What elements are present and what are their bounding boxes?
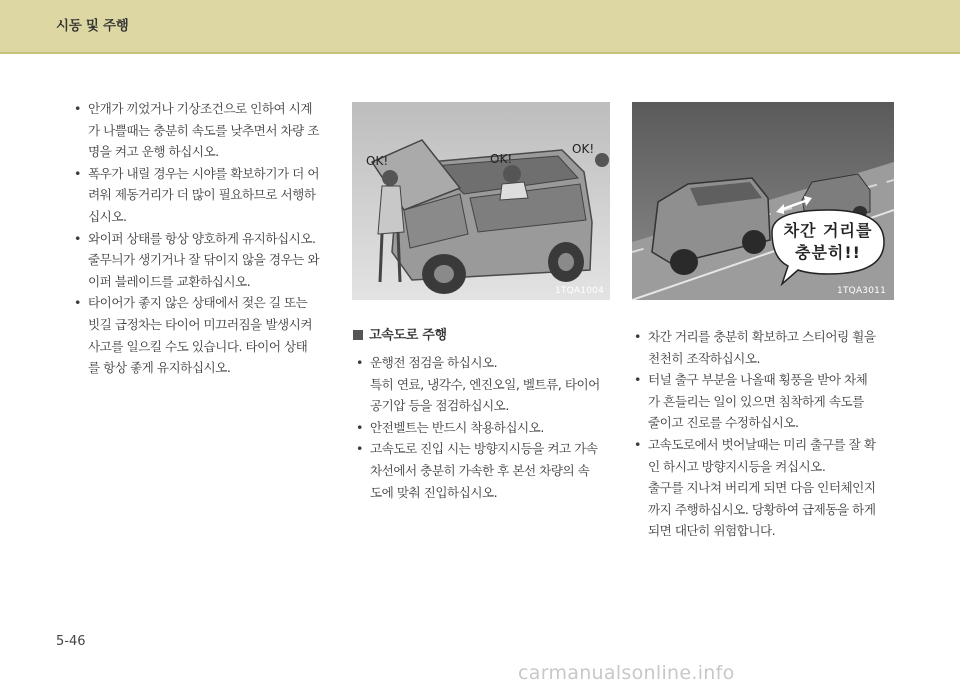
figure-code: 1TQA1004 (555, 286, 604, 296)
list-item: • 타이어가 좋지 않은 상태에서 젖은 길 또는 빗길 급정차는 타이어 미끄러짐을 발생시켜 사고를 일으킬 수도 있습니다. 타이어 상태 를 항상 좋게 유지하십시오. (74, 292, 336, 378)
vehicle-inspection-illustration (352, 102, 610, 300)
highway-distance-illustration (632, 102, 894, 300)
left-bullet-list (74, 98, 336, 379)
right-bullet-list (634, 326, 892, 542)
ok-label-3: OK! (572, 142, 595, 156)
ok-label-1: OK! (366, 154, 389, 168)
vehicle-inspection-drawing (352, 102, 610, 300)
list-item: • 고속도로 진입 시는 방향지시등을 켜고 가속 차선에서 충분히 가속한 후 본선 차량의 속 도에 맞춰 진입하십시오. (356, 438, 610, 503)
list-item: • 차간 거리를 충분히 확보하고 스티어링 휠을 천천히 조작하십시오. (634, 326, 892, 369)
list-item: • 안전벨트는 반드시 착용하십시오. (356, 417, 610, 439)
section-title: 시동 및 주행 (56, 18, 129, 34)
header-divider (0, 52, 960, 54)
list-item: • 운행전 점검을 하십시오. 특히 연료, 냉각수, 엔진오일, 벨트류, 타이어 공기압 등을 점검하십시오. (356, 352, 610, 417)
watermark: carmanualsonline.info (518, 662, 735, 684)
highway-distance-drawing (632, 102, 894, 300)
list-item: • 안개가 끼었거나 기상조건으로 인하여 시계 가 나쁠때는 충분히 속도를 낮추면서 차량 조 명을 켜고 운행 하십시오. (74, 98, 336, 163)
page-header (0, 0, 960, 52)
list-item: • 터널 출구 부분을 나올때 횡풍을 받아 차체 가 흔들리는 일이 있으면 침착하게 속도를 줄이고 진로를 수정하십시오. (634, 369, 892, 434)
page-number: 5-46 (56, 634, 86, 649)
figure-code: 1TQA3011 (837, 286, 886, 296)
highway-section-heading: 고속도로 주행 (353, 324, 447, 343)
list-item: • 폭우가 내릴 경우는 시야를 확보하기가 더 어 려워 제동거리가 더 많이 필요하므로 서행하 십시오. (74, 163, 336, 228)
ok-label-2: OK! (490, 152, 513, 166)
list-item: • 고속도로에서 벗어날때는 미리 출구를 잘 확 인 하시고 방향지시등을 켜십시오. 출구를 지나쳐 버리게 되면 다음 인터체인지 까지 주행하십시오. 당황하여 급제동을 하게 되면 대단히 위험합니다. (634, 434, 892, 542)
middle-bullet-list (356, 352, 610, 503)
list-item: • 와이퍼 상태를 항상 양호하게 유지하십시오. 줄무늬가 생기거나 잘 닦이지 않을 경우는 와 이퍼 블레이드를 교환하십시오. (74, 228, 336, 293)
speech-bubble-text: 차간 거리를 충분히!! (783, 221, 873, 262)
square-bullet-icon (353, 330, 363, 340)
